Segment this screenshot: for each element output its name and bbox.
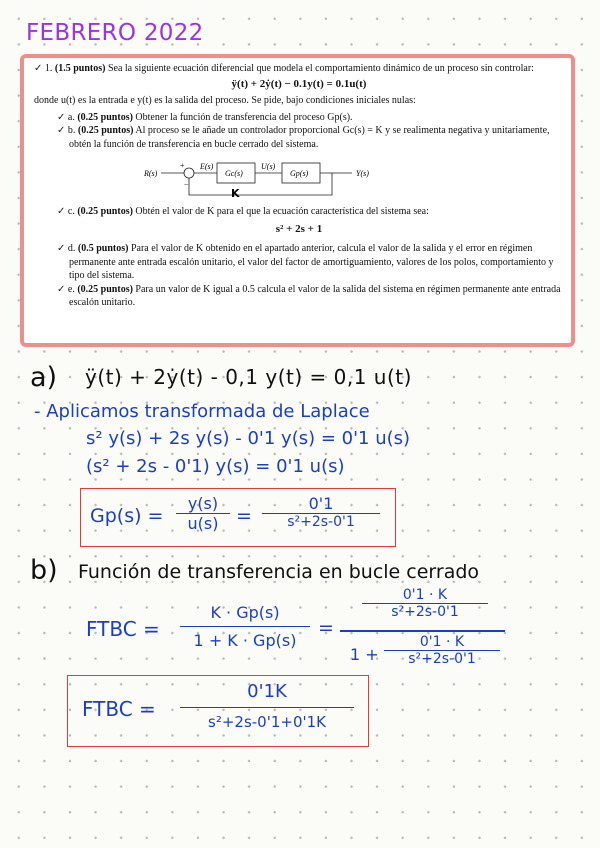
diagram-error-label: E(s) xyxy=(200,162,214,171)
c-equation: s² + 2s + 1 xyxy=(275,222,323,235)
block-diagram xyxy=(34,151,564,203)
diagram-controller-label: Gc(s) xyxy=(225,169,243,178)
c-points: (0.25 puntos) xyxy=(77,206,133,217)
ftbc-main-fraction-bar xyxy=(340,630,505,632)
e-text: Para un valor de K igual a 0.5 calcula el valor de la salida del sistema en régimen permanente ante entrada escalón unitario. xyxy=(69,283,561,308)
q1-where: donde u(t) es la entrada e y(t) es la salida del proceso. Se pide, bajo condiciones iniciales nulas: xyxy=(34,95,416,106)
ftbc-fraction xyxy=(180,603,310,650)
exam-question-box xyxy=(20,54,575,347)
check-mark-icon: ✓ xyxy=(57,111,66,123)
ftbc-nested-num-num: 0'1 · K xyxy=(402,587,448,603)
ftbc-label: FTBC = xyxy=(86,617,160,641)
note-b-label: b) xyxy=(30,555,58,586)
fraction-bar xyxy=(180,707,354,708)
q1-points: (1.5 puntos) xyxy=(54,63,106,74)
check-mark-icon: ✓ xyxy=(57,283,66,295)
note-laplace-eq2: (s² + 2s - 0'1) y(s) = 0'1 u(s) xyxy=(86,456,345,477)
diagram-feedback-path xyxy=(189,173,332,195)
e-points: (0.25 puntos) xyxy=(77,283,133,295)
q1-equation: ÿ(t) + 2ẏ(t) − 0.1y(t) = 0.1u(t) xyxy=(231,77,367,90)
b-label: b. xyxy=(67,125,76,136)
q1-number: 1. xyxy=(44,63,53,74)
ftbc-equals: = xyxy=(318,617,334,639)
fraction-bar xyxy=(180,626,310,627)
q1-text: Sea la siguiente ecuación diferencial que modela el comportamiento dinámico de un proceso sin controlar: xyxy=(107,63,534,74)
b-text: Al proceso se le añade un controlador proporcional Gc(s) = K y se realimenta negativa y unitariamente, obtén la función de transferencia en bucle cerrado del sistema. xyxy=(69,125,550,150)
e-label: e. xyxy=(67,283,75,295)
diagram-k-annotation: K xyxy=(231,187,240,200)
page-title: FEBRERO 2022 xyxy=(26,20,204,46)
c-label: c. xyxy=(67,206,75,217)
check-mark-icon: ✓ xyxy=(57,243,66,254)
gp-fraction-num: y(s) xyxy=(187,494,219,513)
diagram-output-label: Y(s) xyxy=(356,169,369,178)
check-mark-icon: ✓ xyxy=(57,125,66,136)
gp-fraction-den: u(s) xyxy=(187,514,219,534)
check-mark-icon: ✓ xyxy=(34,63,43,74)
diagram-control-label: U(s) xyxy=(261,162,276,171)
ftbc-nested-num-fraction xyxy=(362,587,488,620)
gp-fraction-result xyxy=(262,494,380,530)
ftbc-den: 1 + K · Gp(s) xyxy=(193,631,297,651)
diagram-plus: + xyxy=(180,161,185,170)
gp-fraction-yu xyxy=(176,494,230,533)
diagram-plant-label: Gp(s) xyxy=(290,169,309,178)
a-label: a. xyxy=(67,111,75,123)
final-fraction xyxy=(180,681,354,731)
final-num: 0'1K xyxy=(247,681,287,702)
d-text: Para el valor de K obtenido en el apartado anterior, calcula el valor de la salida y el error en régimen permanente ante entrada escalón unitario, el valor del factor de amortiguamiento, valores de los polos, comportamiento y tipo del sistema. xyxy=(69,243,554,281)
d-label: d. xyxy=(67,243,76,254)
exam-question-text xyxy=(34,62,564,310)
note-a-equation: ÿ(t) + 2ẏ(t) - 0,1 y(t) = 0,1 u(t) xyxy=(85,365,412,389)
ftbc-nested-den-num: 0'1 · K xyxy=(419,634,465,650)
ftbc-nested-den-fraction xyxy=(384,634,500,667)
c-text: Obtén el valor de K para el que la ecuación característica del sistema sea: xyxy=(135,206,429,217)
diagram-summing-junction xyxy=(184,168,194,178)
note-laplace-eq1: s² y(s) + 2s y(s) - 0'1 y(s) = 0'1 u(s) xyxy=(86,428,411,449)
ftbc-nested-den-den: s²+2s-0'1 xyxy=(408,651,476,668)
d-points: (0.5 puntos) xyxy=(77,243,129,254)
ftbc-nested-den-prefix: 1 + xyxy=(350,645,379,664)
gp-lhs: Gp(s) = xyxy=(90,505,164,527)
gp-equals: = xyxy=(236,505,252,527)
block-diagram-svg xyxy=(34,151,564,203)
final-den: s²+2s-0'1+0'1K xyxy=(208,713,326,732)
diagram-input-label: R(s) xyxy=(144,169,158,178)
note-laplace-title: - Aplicamos transformada de Laplace xyxy=(34,401,370,422)
diagram-minus: − xyxy=(184,180,189,189)
final-ftbc-label: FTBC = xyxy=(82,697,156,721)
check-mark-icon: ✓ xyxy=(57,206,66,217)
note-b-title: Función de transferencia en bucle cerrado xyxy=(78,561,480,583)
a-text: Obtener la función de transferencia del proceso Gp(s). xyxy=(135,111,353,123)
gp-result-num: 0'1 xyxy=(308,494,334,513)
b-points: (0.25 puntos) xyxy=(77,125,134,136)
ftbc-num: K · Gp(s) xyxy=(210,603,280,622)
note-a-label: a) xyxy=(30,362,58,393)
gp-result-den: s²+2s-0'1 xyxy=(287,514,355,531)
a-points: (0.25 puntos) xyxy=(77,111,133,123)
ftbc-nested-num-den: s²+2s-0'1 xyxy=(391,604,459,621)
